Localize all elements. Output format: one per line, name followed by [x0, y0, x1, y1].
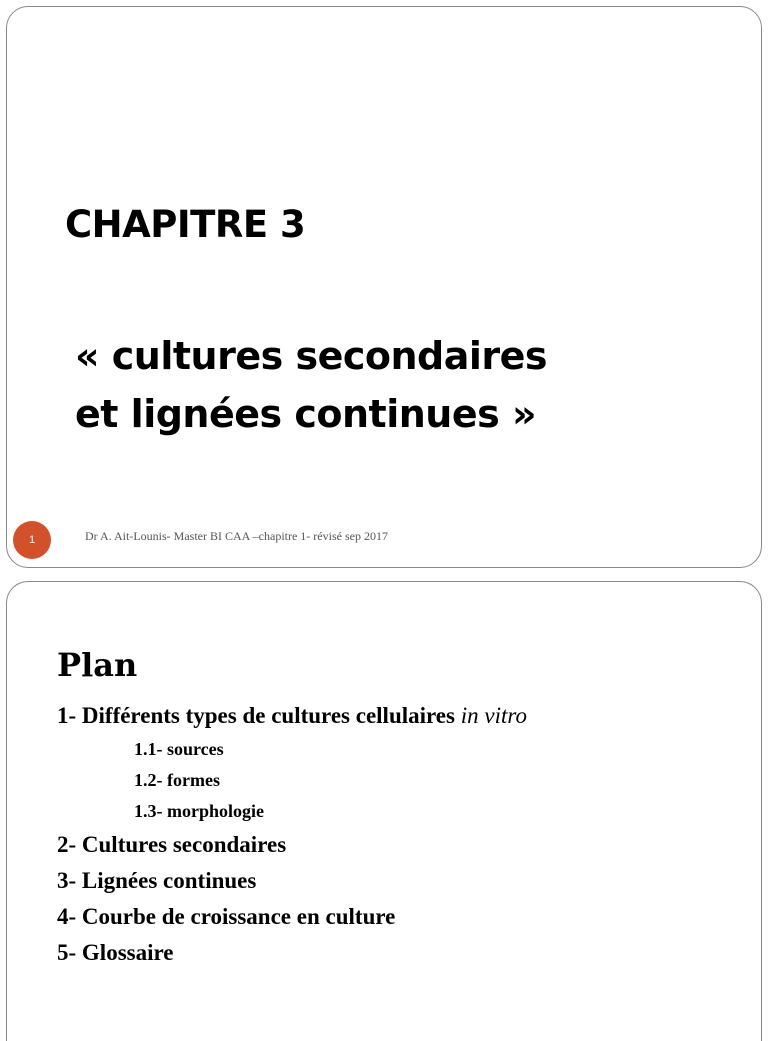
chapter-label: CHAPITRE 3	[65, 203, 306, 246]
plan-title: Plan	[57, 646, 138, 684]
plan-item-2: 2- Cultures secondaires	[57, 832, 287, 857]
plan-subitem-1-3: 1.3- morphologie	[134, 801, 264, 821]
slide-1	[6, 6, 762, 568]
chapter-title-line-1: « cultures secondaires	[75, 334, 548, 378]
chapter-title	[75, 327, 547, 443]
slide-number-badge: 1	[13, 521, 51, 559]
slide-footer: Dr A. Ait-Lounis- Master BI CAA –chapitre 1- révisé sep 2017	[85, 529, 388, 543]
plan-item-1: 1- Différents types de cultures cellulaires in vitro	[57, 703, 527, 728]
plan-item-4: 4- Courbe de croissance en culture	[57, 904, 396, 929]
plan-subitem-1-2: 1.2- formes	[134, 770, 220, 790]
slide-2	[6, 581, 762, 1041]
plan-item-5: 5- Glossaire	[57, 940, 174, 965]
plan-item-3: 3- Lignées continues	[57, 868, 257, 893]
chapter-title-line-2: et lignées continues »	[75, 392, 537, 436]
plan-item-1-italic: in vitro	[460, 703, 527, 728]
plan-list	[57, 698, 527, 971]
plan-subitem-1-1: 1.1- sources	[134, 739, 224, 759]
